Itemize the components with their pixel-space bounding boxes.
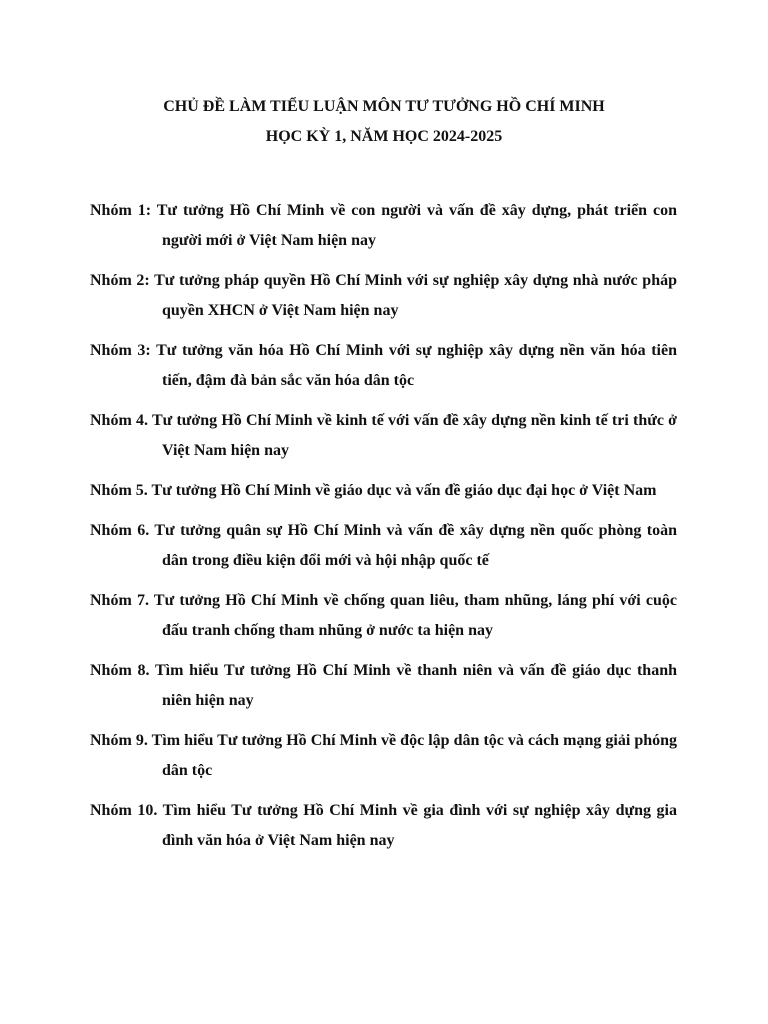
topic-list <box>90 196 677 866</box>
topic-label: Nhóm 1: <box>90 202 152 219</box>
topic-text: Tư tưởng Hồ Chí Minh về con người và vấn đề xây dựng, phát triển con người mới ở Việt Nam hiện nay <box>156 202 677 249</box>
topic-text: Tư tưởng Hồ Chí Minh về chống quan liêu, tham nhũng, láng phí với cuộc đấu tranh chống tham nhũng ở nước ta hiện nay <box>153 592 677 639</box>
topic-text: Tư tưởng văn hóa Hồ Chí Minh với sự nghiệp xây dựng nền văn hóa tiên tiến, đậm đà bản sắc văn hóa dân tộc <box>156 342 678 389</box>
topic-item-10 <box>90 796 677 856</box>
topic-text: Tìm hiểu Tư tưởng Hồ Chí Minh về thanh niên và vấn đề giáo dục thanh niên hiện nay <box>154 662 677 709</box>
topic-label: Nhóm 9. <box>90 732 148 749</box>
topic-label: Nhóm 3: <box>90 342 151 359</box>
title-line-2: HỌC KỲ 1, NĂM HỌC 2024-2025 <box>265 128 503 145</box>
topic-item-5 <box>90 476 677 506</box>
topic-item-6 <box>90 516 677 576</box>
topic-label: Nhóm 4. <box>90 412 149 429</box>
document-title <box>0 92 768 152</box>
topic-text: Tư tưởng Hồ Chí Minh về kinh tế với vấn đề xây dựng nền kinh tế tri thức ở Việt Nam hiện nay <box>151 412 678 459</box>
topic-item-2 <box>90 266 677 326</box>
topic-label: Nhóm 7. <box>90 592 149 609</box>
topic-item-3 <box>90 336 677 396</box>
topic-label: Nhóm 5. <box>90 482 148 499</box>
topic-item-8 <box>90 656 677 716</box>
topic-item-9 <box>90 726 677 786</box>
title-line-1: CHỦ ĐỀ LÀM TIỂU LUẬN MÔN TƯ TƯỞNG HỒ CHÍ MINH <box>163 98 605 115</box>
topic-label: Nhóm 10. <box>90 802 158 819</box>
topic-item-7 <box>90 586 677 646</box>
topic-text: Tư tưởng Hồ Chí Minh về giáo dục và vấn đề giáo dục đại học ở Việt Nam <box>151 482 657 499</box>
topic-text: Tư tưởng pháp quyền Hồ Chí Minh với sự nghiệp xây dựng nhà nước pháp quyền XHCN ở Việt Nam hiện nay <box>154 272 678 319</box>
topic-text: Tư tưởng quân sự Hồ Chí Minh và vấn đề xây dựng nền quốc phòng toàn dân trong điều kiện đổi mới và hội nhập quốc tế <box>154 522 678 569</box>
topic-text: Tìm hiểu Tư tưởng Hồ Chí Minh về gia đình với sự nghiệp xây dựng gia đình văn hóa ở Việt Nam hiện nay <box>162 802 678 849</box>
topic-label: Nhóm 2: <box>90 272 150 289</box>
topic-text: Tìm hiểu Tư tưởng Hồ Chí Minh về độc lập dân tộc và cách mạng giải phóng dân tộc <box>151 732 678 779</box>
topic-item-4 <box>90 406 677 466</box>
topic-label: Nhóm 6. <box>90 522 150 539</box>
topic-item-1 <box>90 196 677 256</box>
topic-label: Nhóm 8. <box>90 662 150 679</box>
